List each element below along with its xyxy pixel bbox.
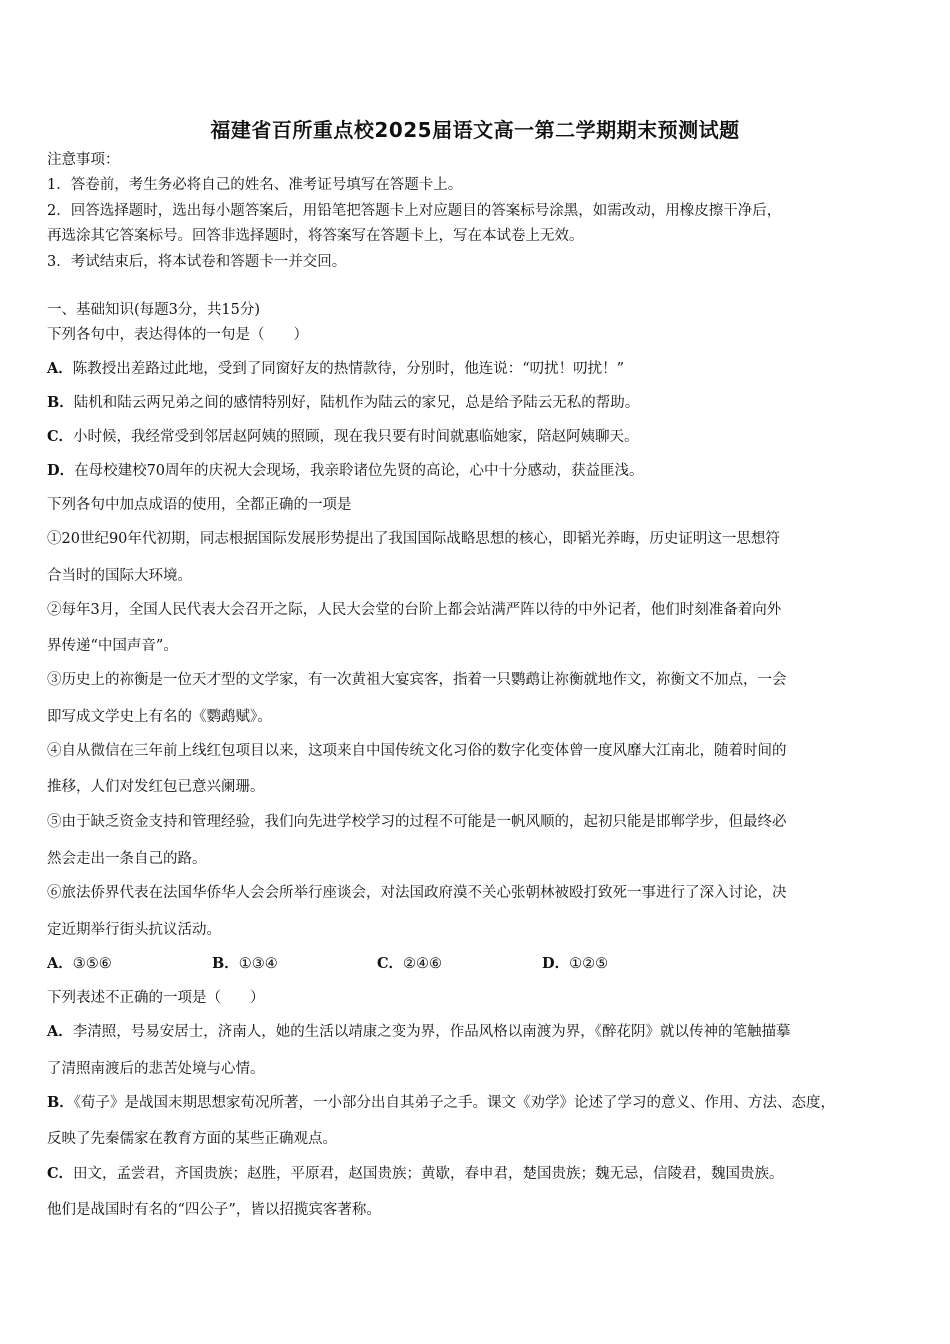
q2-line: ①20世纪90年代初期，同志根据国际发展形势提出了我国国际战略思想的核心，即韬光养晦，历史证明这一思想符 xyxy=(47,531,780,547)
option-text: 小时候，我经常受到邻居赵阿姨的照顾，现在我只要有时间就惠临她家，陪赵阿姨聊天。 xyxy=(73,429,639,445)
q1-stem: 下列各句中，表达得体的一句是（ ） xyxy=(47,327,308,343)
q2-line: ②每年3月，全国人民代表大会召开之际，人民大会堂的台阶上都会站满严阵以待的中外记者，他们时刻准备着向外 xyxy=(47,602,782,618)
q2-stem: 下列各句中加点成语的使用，全都正确的一项是 xyxy=(47,497,352,513)
option-label: C． xyxy=(47,1165,74,1182)
option-text: 了清照南渡后的悲苦处境与心情。 xyxy=(47,1061,265,1077)
q3-line xyxy=(47,1129,917,1149)
q2-line: ④自从微信在三年前上线红包项目以来，这项来自中国传统文化习俗的数字化变体曾一度风靡大江南北，随着时间的 xyxy=(47,743,787,759)
q2-line: ③历史上的祢衡是一位天才型的文学家，有一次黄祖大宴宾客，指着一只鹦鹉让祢衡就地作文，祢衡文不加点，一会 xyxy=(47,672,787,688)
notice-line: 2．回答选择题时，选出每小题答案后，用铅笔把答题卡上对应题目的答案标号涂黑，如需改动，用橡皮擦干净后， xyxy=(47,203,782,219)
option-text: ②④⑥ xyxy=(403,956,443,972)
option-text: 陈教授出差路过此地，受到了同窗好友的热情款待，分别时，他连说：“叨扰！叨扰！” xyxy=(72,361,625,377)
q1-option xyxy=(47,427,917,447)
option-text: 他们是战国时有名的“四公子”，皆以招揽宾客著称。 xyxy=(47,1202,381,1218)
option-text: 李清照，号易安居士，济南人，她的生活以靖康之变为界，作品风格以南渡为界，《醉花阴》就以传神的笔触描摹 xyxy=(72,1024,791,1040)
q1-option xyxy=(47,359,917,379)
q2-line: 定近期举行街头抗议活动。 xyxy=(47,922,221,938)
q3-line xyxy=(47,1200,917,1220)
q2-line: ⑥旅法侨界代表在法国华侨华人会会所举行座谈会，对法国政府漠不关心张朝林被殴打致死一事进行了深入讨论，决 xyxy=(47,885,787,901)
q2-choice xyxy=(377,954,442,974)
option-label: A． xyxy=(47,955,73,972)
q3-line xyxy=(47,1059,917,1079)
q1-option xyxy=(47,393,917,413)
q2-choice xyxy=(542,954,608,974)
option-label: B． xyxy=(47,394,74,411)
option-label: B． xyxy=(47,1094,74,1111)
option-text: 在母校建校70周年的庆祝大会现场，我亲聆诸位先贤的高论，心中十分感动，获益匪浅。 xyxy=(74,463,644,479)
q3-line xyxy=(47,1022,917,1042)
option-text: 陆机和陆云两兄弟之间的感情特别好，陆机作为陆云的家兄，总是给予陆云无私的帮助。 xyxy=(73,395,640,411)
q2-line: 界传递“中国声音”。 xyxy=(47,638,178,654)
q1-option xyxy=(47,461,917,481)
q2-choice xyxy=(212,954,278,974)
option-text: ③⑤⑥ xyxy=(72,956,112,972)
option-label: D． xyxy=(47,462,75,479)
q2-line: ⑤由于缺乏资金支持和管理经验，我们向先进学校学习的过程不可能是一帆风顺的，起初只能是邯郸学步，但最终必 xyxy=(47,814,787,830)
option-text: 反映了先秦儒家在教育方面的某些正确观点。 xyxy=(47,1131,337,1147)
notice-heading: 注意事项： xyxy=(47,152,120,168)
q2-line: 合当时的国际大环境。 xyxy=(47,568,192,584)
q2-line: 即写成文学史上有名的《鹦鹉赋》。 xyxy=(47,709,272,725)
notice-line: 3．考试结束后，将本试卷和答题卡一并交回。 xyxy=(47,254,347,270)
option-label: C． xyxy=(377,955,404,972)
page-title: 福建省百所重点校2025届语文高一第二学期期末预测试题 xyxy=(210,118,740,142)
q2-choice xyxy=(47,954,112,974)
option-label: B． xyxy=(212,955,239,972)
option-label: A． xyxy=(47,360,73,377)
q2-line: 推移，人们对发红包已意兴阑珊。 xyxy=(47,779,265,795)
section-heading: 一、基础知识(每题3分，共15分) xyxy=(47,302,260,318)
option-text: ①②⑤ xyxy=(569,956,609,972)
q3-stem: 下列表述不正确的一项是（ ） xyxy=(47,990,265,1006)
option-text: ①③④ xyxy=(238,956,278,972)
notice-line: 再选涂其它答案标号。回答非选择题时，将答案写在答题卡上，写在本试卷上无效。 xyxy=(47,228,584,244)
notice-line: 1．答卷前，考生务必将自己的姓名、准考证号填写在答题卡上。 xyxy=(47,177,463,193)
q2-line: 然会走出一条自己的路。 xyxy=(47,851,207,867)
q3-line xyxy=(47,1164,917,1184)
option-label: C． xyxy=(47,428,74,445)
option-label: D． xyxy=(542,955,570,972)
option-text: 《荀子》是战国末期思想家荀况所著，一小部分出自其弟子之手。课文《劝学》论述了学习的意义、作用、方法、态度， xyxy=(73,1095,836,1111)
q3-line xyxy=(47,1093,917,1113)
option-label: A． xyxy=(47,1023,73,1040)
option-text: 田文，孟尝君，齐国贵族；赵胜，平原君，赵国贵族；黄歇，春申君，楚国贵族；魏无忌，信陵君，魏国贵族。 xyxy=(73,1166,784,1182)
